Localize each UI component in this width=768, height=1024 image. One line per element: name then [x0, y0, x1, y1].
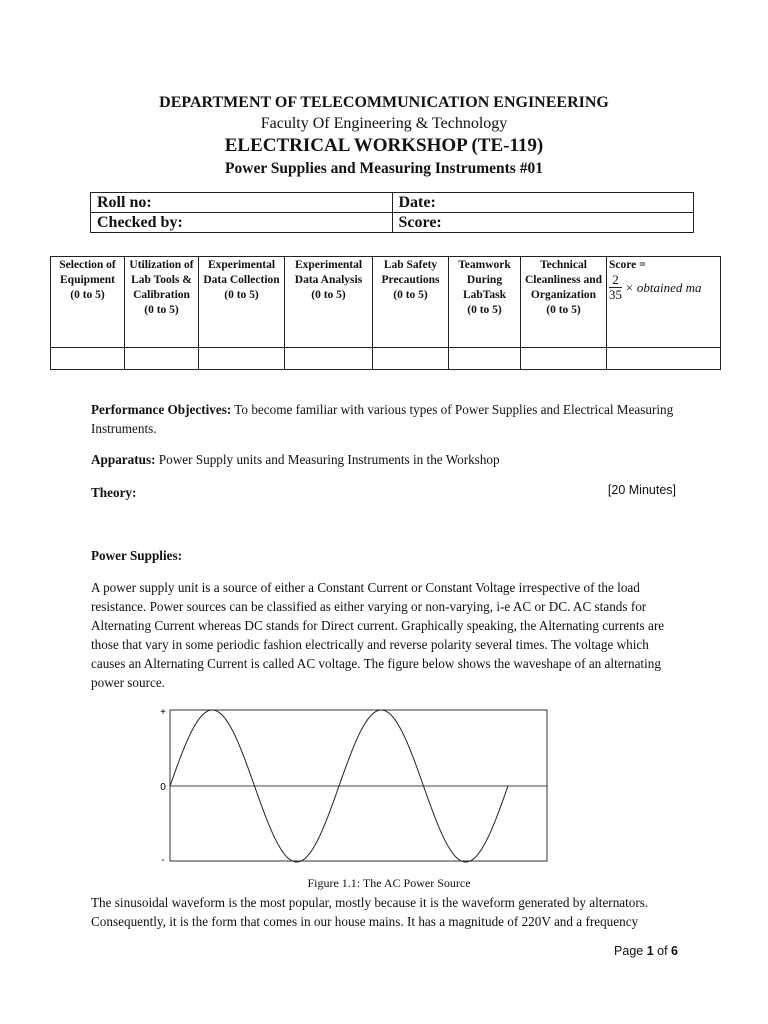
y-tick-minus: -	[161, 855, 165, 866]
rubric-input-cell[interactable]	[285, 348, 373, 370]
lab-title: Power Supplies and Measuring Instruments #01	[225, 160, 543, 177]
rubric-input-cell[interactable]	[607, 348, 721, 370]
info-table	[90, 192, 694, 233]
rubric-header-score: Score = $\frac{2}{35}$ × obtained ma	[607, 257, 721, 348]
rubric-header-safety: Lab Safety Precautions (0 to 5)	[373, 257, 449, 348]
y-tick-zero: 0	[160, 782, 166, 793]
faculty-title: Faculty Of Engineering & Technology	[260, 115, 508, 132]
apparatus-paragraph: Apparatus: Power Supply units and Measuring Instruments in the Workshop	[91, 452, 500, 467]
course-title: ELECTRICAL WORKSHOP (TE-119)	[224, 135, 544, 156]
paragraph-sinusoidal: The sinusoidal waveform is the most popular, mostly because it is the waveform generated by alternators. Consequently, it is the form that comes in our house mains. It has a magnitude of 220V and a frequency	[91, 895, 649, 929]
y-tick-plus: +	[160, 707, 166, 718]
score-field[interactable]: Score:	[392, 213, 694, 233]
rubric-input-cell[interactable]	[199, 348, 285, 370]
page-number: Page 1 of 6	[614, 944, 678, 958]
rubric-input-cell[interactable]	[373, 348, 449, 370]
rubric-input-cell[interactable]	[449, 348, 521, 370]
figure-caption: Figure 1.1: The AC Power Source	[307, 876, 471, 890]
rubric-input-cell[interactable]	[125, 348, 199, 370]
rubric-header-teamwork: Teamwork During LabTask (0 to 5)	[449, 257, 521, 348]
ac-waveform-chart	[150, 700, 560, 872]
theory-time: [20 Minutes]	[607, 483, 676, 497]
rubric-input-cell[interactable]	[51, 348, 125, 370]
date-field[interactable]: Date:	[392, 193, 694, 213]
rubric-input-cell[interactable]	[521, 348, 607, 370]
score-fraction: $\frac{2}{35}$	[609, 272, 622, 302]
paragraph-power-supply: A power supply unit is a source of either a Constant Current or Constant Voltage irrespective of the load resistance. Power sources can be classified as either varying or non-varying, i-e AC or DC. AC stands for Alternating Current whereas DC stands for Direct current. Graphically speaking, the Alternating currents are those that vary in some periodic fashion electrically and reverse polarity several times. The voltage which causes an Alternating Current is called AC voltage. The figure below shows the waveshape of an alternating power source.	[91, 580, 665, 690]
rubric-header-cleanliness: Technical Cleanliness and Organization (0 to 5)	[521, 257, 607, 348]
power-supplies-heading: Power Supplies:	[91, 548, 182, 563]
roll-no-field[interactable]: Roll no:	[91, 193, 393, 213]
rubric-header-utilization: Utilization of Lab Tools & Calibration (0 to 5)	[125, 257, 199, 348]
department-title: DEPARTMENT OF TELECOMMUNICATION ENGINEERING	[159, 94, 609, 111]
rubric-header-data-collection: Experimental Data Collection (0 to 5)	[199, 257, 285, 348]
checked-by-field[interactable]: Checked by:	[91, 213, 393, 233]
rubric-table	[50, 256, 721, 370]
theory-heading: Theory:	[91, 485, 137, 500]
rubric-header-selection: Selection of Equipment (0 to 5)	[51, 257, 125, 348]
rubric-header-data-analysis: Experimental Data Analysis (0 to 5)	[285, 257, 373, 348]
objectives-paragraph: Performance Objectives: To become familiar with various types of Power Supplies and Electrical Measuring Instruments.	[91, 402, 674, 436]
